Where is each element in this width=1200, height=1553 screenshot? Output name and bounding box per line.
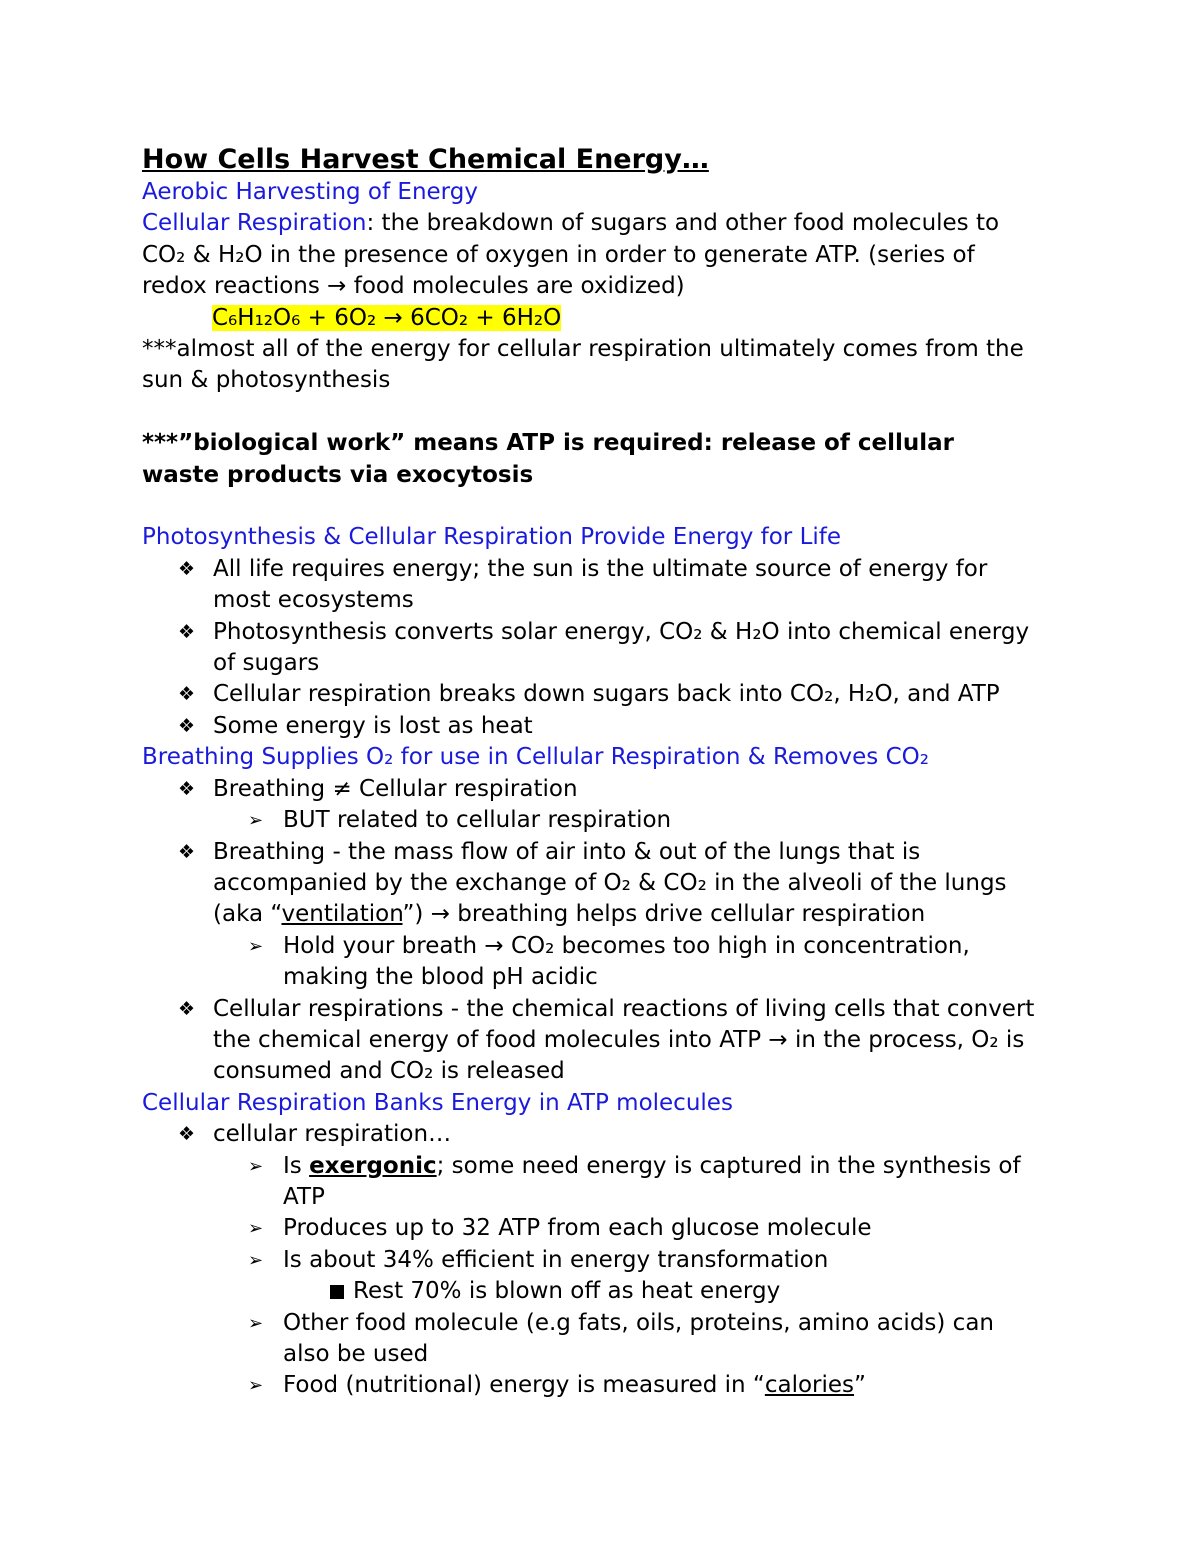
list-item-text: Photosynthesis converts solar energy, CO₂ & H₂O into chemical energy xyxy=(213,618,1030,645)
diamond-bullet-icon: ❖ xyxy=(178,683,196,706)
arrowhead-bullet-icon: ➢ xyxy=(248,1218,264,1240)
sub-list-item xyxy=(142,931,1072,962)
note-2-line-2: waste products via exocytosis xyxy=(142,461,534,488)
diamond-bullet-icon: ❖ xyxy=(178,620,196,643)
ventilation-term: ventilation xyxy=(281,901,403,928)
blank-line xyxy=(142,491,1072,522)
list-item-text: Cellular respirations - the chemical reactions of living cells that convert xyxy=(213,995,1035,1022)
sub-list-item-text: Is about 34% efficient in energy transformation xyxy=(283,1246,829,1273)
exergonic-term: exergonic xyxy=(309,1152,437,1179)
section-2-heading: Breathing Supplies O₂ for use in Cellular Respiration & Removes CO₂ xyxy=(142,744,929,771)
section-3-heading: Cellular Respiration Banks Energy in ATP molecules xyxy=(142,1089,733,1116)
sub-list-item-text: Hold your breath → CO₂ becomes too high in concentration, xyxy=(283,932,970,959)
arrowhead-bullet-icon: ➢ xyxy=(248,810,264,832)
arrowhead-bullet-icon: ➢ xyxy=(248,1155,264,1177)
page-title: How Cells Harvest Chemical Energy… xyxy=(142,144,709,175)
sub-list-item-continuation: making the blood pH acidic xyxy=(283,964,598,991)
arrowhead-bullet-icon: ➢ xyxy=(248,1312,264,1334)
cr-definition-line-1 xyxy=(142,208,1072,239)
sub-list-item xyxy=(142,1370,1072,1401)
list-item-text: Some energy is lost as heat xyxy=(213,712,533,739)
list-item xyxy=(142,711,1072,742)
arrowhead-bullet-icon: ➢ xyxy=(248,935,264,957)
sub-list-item xyxy=(142,805,1072,836)
text-fragment: ; some need energy is captured in the synthesis of xyxy=(436,1152,1021,1179)
note-2-line-1: ***”biological work” means ATP is required: release of cellular xyxy=(142,430,954,457)
list-item-text: cellular respiration… xyxy=(213,1121,452,1148)
list-item-continuation: the chemical energy of food molecules into ATP → in the process, O₂ is xyxy=(213,1026,1025,1053)
blank-line xyxy=(142,397,1072,428)
sub-list-item-text: Other food molecule (e.g fats, oils, proteins, amino acids) can xyxy=(283,1309,995,1336)
list-item-text: Cellular respiration breaks down sugars back into CO₂, H₂O, and ATP xyxy=(213,681,1000,708)
diamond-bullet-icon: ❖ xyxy=(178,557,196,580)
sub-list-item xyxy=(142,1308,1072,1339)
sub-list-item-text: BUT related to cellular respiration xyxy=(283,807,672,834)
text-fragment: ”) → breathing helps drive cellular respiration xyxy=(402,901,926,928)
calories-term: calories xyxy=(764,1372,855,1399)
aerobic-heading: Aerobic Harvesting of Energy xyxy=(142,179,478,205)
cr-term: Cellular Respiration xyxy=(142,210,367,237)
section-1-heading: Photosynthesis & Cellular Respiration Provide Energy for Life xyxy=(142,524,842,551)
sub-list-item xyxy=(142,1245,1072,1276)
list-item xyxy=(142,774,1072,805)
diamond-bullet-icon: ❖ xyxy=(178,714,196,737)
sub-list-item xyxy=(142,1151,1072,1182)
list-item xyxy=(142,554,1072,585)
list-item-text: All life requires energy; the sun is the ultimate source of energy for xyxy=(213,555,988,582)
list-item-continuation: of sugars xyxy=(213,650,320,677)
note-1-line-1: ***almost all of the energy for cellular respiration ultimately comes from the xyxy=(142,336,1024,363)
list-item-continuation xyxy=(142,899,1072,930)
respiration-equation: C₆H₁₂O₆ + 6O₂ → 6CO₂ + 6H₂O xyxy=(212,304,562,331)
cr-definition-line-3: redox reactions → food molecules are oxidized) xyxy=(142,273,685,300)
sub-sub-list-item xyxy=(142,1276,1072,1307)
cr-definition-line-2: CO₂ & H₂O in the presence of oxygen in order to generate ATP. (series of xyxy=(142,241,975,268)
equation-line xyxy=(142,303,1072,334)
text-fragment: Food (nutritional) energy is measured in “ xyxy=(283,1372,765,1399)
list-item-text: Breathing ≠ Cellular respiration xyxy=(213,775,578,802)
list-item xyxy=(142,679,1072,710)
list-item xyxy=(142,994,1072,1025)
square-bullet-icon xyxy=(330,1285,344,1299)
list-item xyxy=(142,617,1072,648)
diamond-bullet-icon: ❖ xyxy=(178,777,196,800)
document-body xyxy=(142,142,1072,1402)
diamond-bullet-icon: ❖ xyxy=(178,840,196,863)
sub-list-item-continuation: also be used xyxy=(283,1341,429,1367)
list-item-continuation: most ecosystems xyxy=(213,587,414,614)
list-item-text: Breathing - the mass flow of air into & out of the lungs that is xyxy=(213,838,921,865)
list-item xyxy=(142,837,1072,868)
sub-list-item-text: Produces up to 32 ATP from each glucose molecule xyxy=(283,1215,872,1242)
arrowhead-bullet-icon: ➢ xyxy=(248,1249,264,1271)
sub-sub-list-item-text: Rest 70% is blown off as heat energy xyxy=(353,1278,781,1305)
arrowhead-bullet-icon: ➢ xyxy=(248,1375,264,1397)
cr-definition-text: : the breakdown of sugars and other food molecules to xyxy=(366,210,1000,237)
diamond-bullet-icon: ❖ xyxy=(178,997,196,1020)
list-item-continuation: accompanied by the exchange of O₂ & CO₂ in the alveoli of the lungs xyxy=(213,869,1007,896)
text-fragment: Is xyxy=(283,1152,310,1179)
note-1-line-2: sun & photosynthesis xyxy=(142,367,391,394)
sub-list-item xyxy=(142,1213,1072,1244)
diamond-bullet-icon: ❖ xyxy=(178,1123,196,1146)
list-item xyxy=(142,1119,1072,1150)
text-fragment: ” xyxy=(854,1372,866,1399)
text-fragment: (aka “ xyxy=(213,901,282,928)
sub-list-item-continuation: ATP xyxy=(283,1183,325,1210)
list-item-continuation: consumed and CO₂ is released xyxy=(213,1058,565,1085)
